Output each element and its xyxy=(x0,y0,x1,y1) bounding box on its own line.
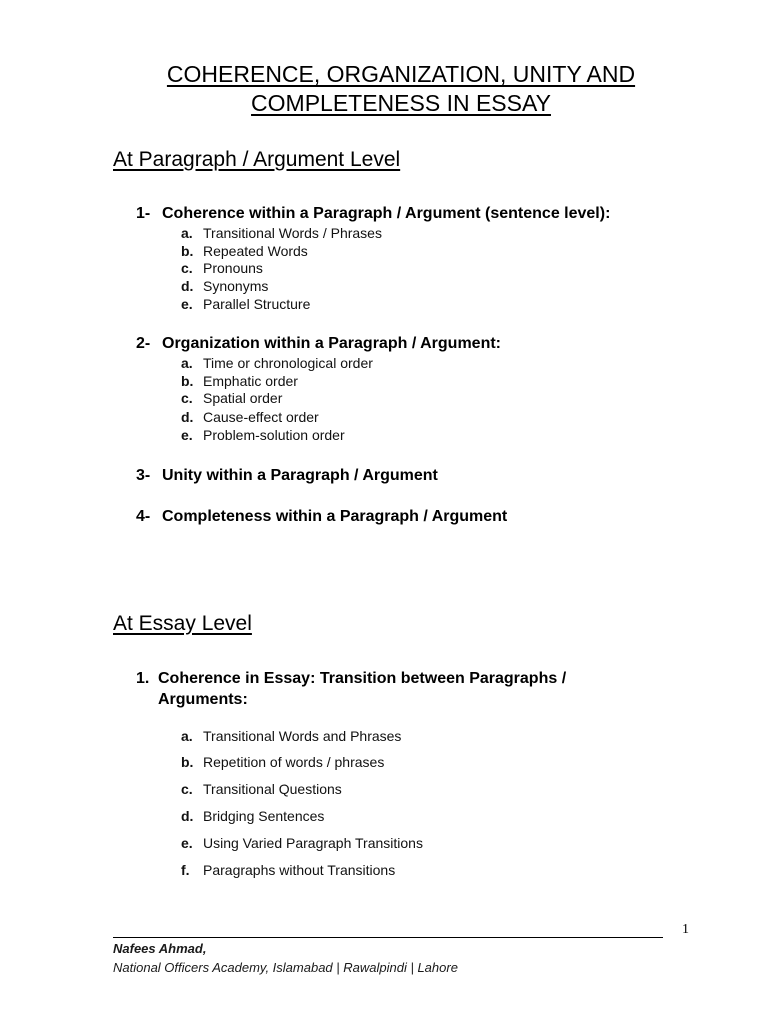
paragraph-level-heading: At Paragraph / Argument Level xyxy=(113,148,401,171)
list-item: e. Parallel Structure xyxy=(181,296,311,312)
list-item: f. Paragraphs without Transitions xyxy=(181,862,396,878)
list-item: d. Synonyms xyxy=(181,278,269,294)
paragraph-q2 xyxy=(136,335,501,353)
paragraph-q2-number: 2- xyxy=(136,335,151,352)
paragraph-q1-label: Coherence within a Paragraph / Argument (sentence level): xyxy=(162,205,611,222)
footer-author: Nafees Ahmad, xyxy=(113,941,207,956)
footer-divider xyxy=(113,937,663,938)
essay-level-heading: At Essay Level xyxy=(113,612,252,635)
essay-q1-label-line2: Arguments: xyxy=(158,691,248,708)
paragraph-q3 xyxy=(136,467,438,485)
list-item: c. Transitional Questions xyxy=(181,781,342,797)
list-item: a. Time or chronological order xyxy=(181,355,373,371)
list-item: a. Transitional Words / Phrases xyxy=(181,225,382,241)
paragraph-q3-number: 3- xyxy=(136,467,151,484)
list-item: e. Problem-solution order xyxy=(181,427,345,443)
document-title xyxy=(0,60,768,118)
list-item: b. Repeated Words xyxy=(181,243,308,259)
title-line-2: COMPLETENESS IN ESSAY xyxy=(251,90,551,116)
list-item: c. Pronouns xyxy=(181,260,263,276)
paragraph-q4-label: Completeness within a Paragraph / Argument xyxy=(162,508,508,525)
title-line-1: COHERENCE, ORGANIZATION, UNITY AND xyxy=(166,61,636,87)
paragraph-q2-label: Organization within a Paragraph / Argument: xyxy=(162,335,501,352)
list-item: e. Using Varied Paragraph Transitions xyxy=(181,835,423,851)
paragraph-q1-number: 1- xyxy=(136,205,151,222)
paragraph-q4-number: 4- xyxy=(136,508,151,525)
essay-q1-label-line1: Coherence in Essay: Transition between Paragraphs / xyxy=(158,670,567,687)
list-item: a. Transitional Words and Phrases xyxy=(181,728,402,744)
paragraph-q4 xyxy=(136,508,507,526)
page-number: 1 xyxy=(682,922,689,937)
list-item: b. Emphatic order xyxy=(181,373,298,389)
paragraph-q3-label: Unity within a Paragraph / Argument xyxy=(162,467,438,484)
footer-organization: National Officers Academy, Islamabad | Rawalpindi | Lahore xyxy=(113,960,458,975)
list-item: b. Repetition of words / phrases xyxy=(181,754,385,770)
essay-q1 xyxy=(136,668,566,710)
list-item: c. Spatial order xyxy=(181,390,283,406)
paragraph-q1 xyxy=(136,205,610,223)
list-item: d. Bridging Sentences xyxy=(181,808,325,824)
essay-q1-number: 1. xyxy=(136,670,150,687)
list-item: d. Cause-effect order xyxy=(181,409,319,425)
